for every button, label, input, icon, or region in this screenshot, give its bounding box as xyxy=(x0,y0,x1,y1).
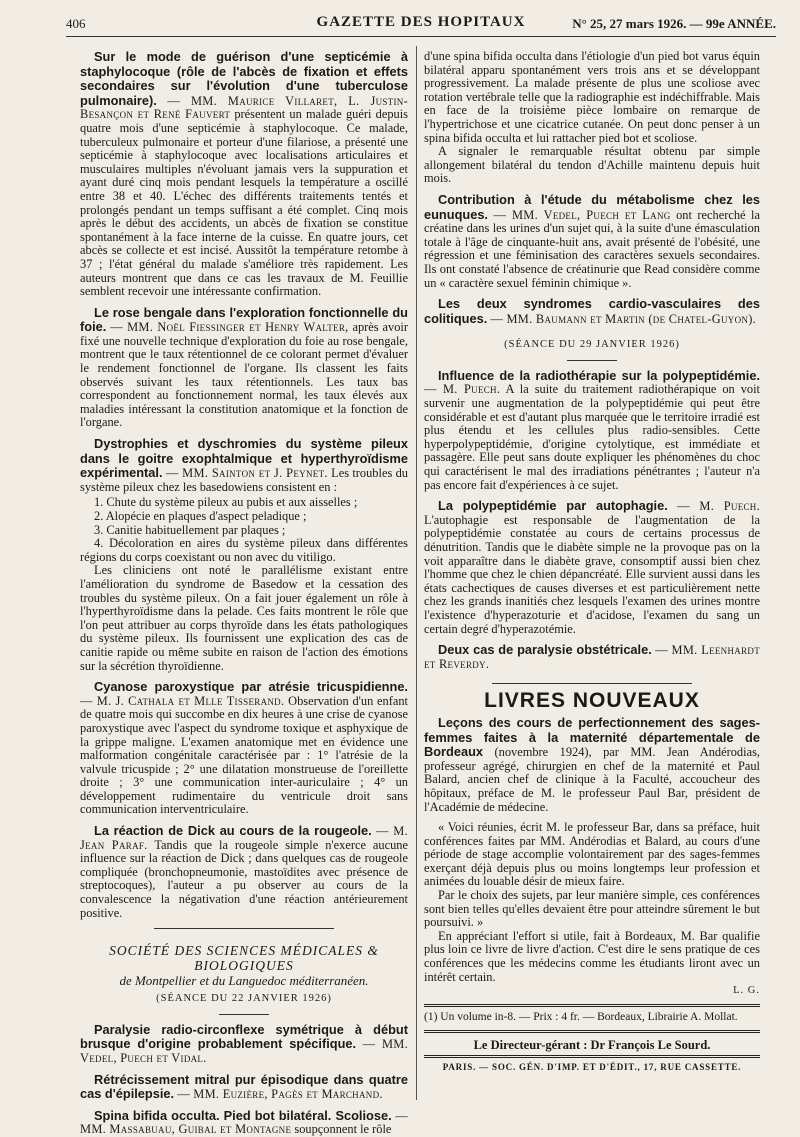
article-authors: — MM. Baumann et Martin (de Chatel-Guyon). xyxy=(490,311,757,326)
section-heading-livres: LIVRES NOUVEAUX xyxy=(484,689,700,713)
article-body: après avoir fixé une nouvelle technique d'exploration du foie au rose bengale, montrent que le taux rétentionnel de ce colorant permet d'évaluer le rendement fonctionnel de l'organe. Ils classent les faits observés suivant les taux rétentionnels. Les taux bas correspondent au fonctionnement normal, les taux élevés aux maladies intéressant la constitution anatomique et la fonction de l'organe. xyxy=(80,320,408,430)
book-commentary: En appréciant l'effort si utile, fait à Bordeaux, M. Bar qualifie plus loin ce livre de livre d'action. C'est dire le sens pratique de ces conférences que les médecins comme les étudiants liront avec un intérêt certain. xyxy=(424,928,760,984)
article-body: L'autophagie est responsable de l'augmentation de la polypeptidémie constatée au cours de certains processus de dénutrition. Tandis que le diabète simple ne la provoque pas on la voit apparaître dans le diabète grave, consomptif aussi bien chez l'homme que chez le chien dépancréaté. Elle survient aussi dans les états cachectiques de causes diverses et est particulièrement nette chez les grands inanitiés chez lesquels l'examen des urines montre l'existence d'hyperazoturie et d'acidose, l'examen du sang un certain degré d'hyperazotémie. xyxy=(424,512,760,636)
column-divider xyxy=(416,46,417,1100)
article-title: Paralysie radio-circonflexe symétrique à début brusque d'origine probablement spécifique. xyxy=(80,1021,408,1052)
article-authors: — MM. Euzière, Pagès et Marchand. xyxy=(177,1087,383,1102)
list-item: 2. Alopécie en plaques d'aspect peladique ; xyxy=(94,509,307,523)
section-rule xyxy=(492,683,692,684)
book-quote: « Voici réunies, écrit M. le professeur Bar, dans sa préface, huit conférences faites par MM. Andérodias et Balard, au cours d'une période de stage accomplie volontairement par des sages-femmes exerçant déjà depuis plus ou moins longtemps leur profession et animées du louable désir de mieux faire. xyxy=(424,820,760,889)
article-body: Tandis que la rougeole simple n'exerce aucune influence sur la réaction de Dick ; dans quelques cas de rougeole compliquée (bronchopneumonie, mastoïdites avec présence de streptocoques), l'auteur a pu observer au cours de la convalescence la négativation d'une réaction antérieurement positive. xyxy=(80,837,409,920)
article-rose-bengale xyxy=(80,306,408,430)
book-quote: Par le choix des sujets, par leur manière simple, ces conférences sont bien telles qu'elles devaient être pour atteindre sûrement le but poursuivi. » xyxy=(424,888,760,930)
short-rule xyxy=(219,1014,269,1015)
article-title: Rétrécissement mitral pur épisodique dans quatre cas d'épilepsie. xyxy=(80,1071,408,1102)
article-retrecissement xyxy=(80,1073,408,1102)
article-body: Les troubles du système pileux chez les basedowiens consistent en : xyxy=(80,466,408,494)
article-body: Observation d'un enfant de quatre mois qui succombe en dix heures à une crise de cyanose paroxystique avec l'aspect du syndrome toxique et asphyxique de la grippe maligne. L'examen anatomique met en évidence une malformation congénitale caractérisée par : 1° l'atrésie de la valvule tricuspide ; 2° une dilatation monstrueuse de l'oreillette droite ; 3° une communication inter-auriculaire ; 4° un développement rudimentaire du ventricule droit sans communication interventriculaire. xyxy=(80,693,408,817)
page-header xyxy=(66,14,776,37)
article-cyanose xyxy=(80,680,408,817)
article-title: La polypeptidémie par autophagie. xyxy=(438,498,668,514)
article-title: Dystrophies et dyschromies du système pileux dans le goitre exophtalmique et hyperthyroïdisme expérimental. xyxy=(80,436,408,481)
session-date: (SÉANCE DU 22 JANVIER 1926) xyxy=(156,993,332,1005)
society-heading xyxy=(80,943,408,988)
article-colitiques xyxy=(424,297,760,326)
list-item: 1. Chute du système pileux au pubis et aux aisselles ; xyxy=(94,495,358,510)
article-title: Spina bifida occulta. Pied bot bilatéral. Scoliose. xyxy=(94,1107,392,1123)
article-title: Cyanose paroxystique par atrésie tricuspidienne. xyxy=(94,679,408,695)
article-body: ont recherché la créatine dans les urines d'un sujet qui, à la suite d'une émasculation totale à l'âge de cinquante-huit ans, avait présenté de l'obésité, une régression et une féminisation des caractères sexuels secondaires. Ils ont constaté l'absence de créatinurie que Read considère comme un « caractère sexuel féminin chimique ». xyxy=(424,207,760,290)
list-item: 4. Décoloration en aires du système pileux dans différentes régions du corps coexistant ou non avec du vitiligo. xyxy=(80,536,408,564)
article-authors: — MM. Noël Fiessinger et Henry Walter, xyxy=(110,320,349,335)
footnote-rule xyxy=(424,1004,760,1007)
article-authors: — MM. Sainton et J. Peynet. xyxy=(165,466,328,481)
book-review xyxy=(424,716,760,814)
society-location: de Montpellier et du Languedoc méditerranéen. xyxy=(119,973,369,989)
article-authors: — M. Jean Paraf. xyxy=(80,824,408,852)
article-title: Sur le mode de guérison d'une septicémie à staphylocoque (rôle de l'abcès de fixation et effets secondaires sur l'évolution d'une tuberculose pulmonaire). xyxy=(80,49,408,108)
book-details: (novembre 1924), par MM. Jean Andérodias, professeur agrégé, chirurgien en chef de la maternité et Paul Balard, ancien chef de clinique à la Faculté, accoucheur des hôpitaux, préface de M. le professeur Paul Bar, président de l'Académie de médecine. xyxy=(424,745,760,814)
short-rule xyxy=(567,360,617,361)
article-authors: — MM. Massabuau, Guibal et Montagne xyxy=(80,1108,408,1137)
right-column xyxy=(424,50,760,1075)
footer-rule xyxy=(424,1030,760,1033)
article-septicemie xyxy=(80,50,408,299)
article-body: A la suite du traitement radiothérapique on voit survenir une augmentation de la polypeptidémie qui peut être considérable et est d'autant plus marquée que le territoire irradié est plus étendu et les cellules plus radio-sensibles. Cette hyperpolypeptidémie, d'origine cytolytique, est immédiate et passagère. Elle peut sans doute expliquer les phénomènes du choc qui caractérisent le mal des irradiations pénétrantes ; l'auteur n'a pas encore fait d'expériences à ce sujet. xyxy=(424,382,760,492)
article-authors: — MM. Vedel, Puech et Vidal. xyxy=(80,1037,408,1065)
article-paralysie-obstetricale xyxy=(424,643,760,671)
symptom-list xyxy=(80,496,408,564)
article-title: Deux cas de paralysie obstétricale. xyxy=(438,642,652,658)
article-body: d'une spina bifida occulta dans l'étiologie d'un pied bot varus équin bilatéral apparu spontanément vers trois ans et se développant progressivement. La malade présente de plus une scoliose avec rotation vertébrale telle que la radiographie est indéchiffrable. Mais en face de la troisième pièce lombaire on remarque de l'hypertrichose et une cicatrice cutanée. On peut donc penser à un spina bifida occulta et lui rattacher pied bot et scoliose. xyxy=(424,49,760,145)
journal-title: GAZETTE DES HOPITAUX xyxy=(316,14,526,30)
article-autophagie xyxy=(424,499,760,636)
article-authors: — MM. Maurice Villaret, L. Justin-Besançon et René Fauvert xyxy=(80,93,408,122)
article-body: présentent un malade guéri depuis quatre mois d'une septicémie à staphylocoque. Ce malade, tuberculeux pulmonaire et porteur d'une filariose, a présenté une septicémie à staphylocoque avec localisations articulaires et musculaires multiples n'évoluant jamais vers la suppuration et ayant duré cinq mois pendant lesquels la température a oscillé entre 38 et 40. L'échec des différents traitements tentés et prolongés pendant un temps suffisant a été complet. Cinq mois après le début des accidents, un abcès de fixation se constitue spontanément à la face interne de la cuisse. En quatre jours, cet abcès se collecte et est incisé. Aussitôt la température retombe à 37 ; l'état général du malade s'améliore très rapidement. Les auteurs montrent que dans ce cas les travaux de M. Feuillie semblent recevoir une intéressante confirmation. xyxy=(80,107,408,299)
issue-info: N° 25, 27 mars 1926. — 99e ANNÉE. xyxy=(572,16,776,31)
article-title: Les deux syndromes cardio-vasculaires des colitiques. xyxy=(424,296,760,326)
article-body: soupçonnent le rôle xyxy=(294,1122,392,1137)
page-number: 406 xyxy=(66,16,86,31)
article-authors: — M. Puech. xyxy=(424,382,501,397)
article-eunuques xyxy=(424,193,760,290)
footnote: (1) Un volume in-8. — Prix : 4 fr. — Bordeaux, Librairie A. Mollat. xyxy=(424,1010,738,1023)
footer-rule xyxy=(424,1055,760,1058)
left-column xyxy=(80,50,408,1137)
article-authors: — M. Puech. xyxy=(677,499,760,514)
list-item: 3. Canitie habituellement par plaques ; xyxy=(94,522,286,537)
article-title: Influence de la radiothérapie sur la polypeptidémie. xyxy=(438,367,760,383)
session-date: (SÉANCE DU 29 JANVIER 1926) xyxy=(504,339,680,351)
article-authors: — M. J. Cathala et Mlle Tisserand. xyxy=(80,693,285,708)
article-title: La réaction de Dick au cours de la rougeole. xyxy=(94,823,372,839)
article-spina-bifida xyxy=(80,1109,408,1137)
article-authors: — MM. Leenhardt et Reverdy. xyxy=(424,643,760,671)
review-signature: L. G. xyxy=(733,985,760,997)
society-name: SOCIÉTÉ DES SCIENCES MÉDICALES & BIOLOGIQUES xyxy=(109,943,379,974)
article-dick xyxy=(80,824,408,920)
article-radiotherapie xyxy=(424,369,760,492)
article-title: Contribution à l'étude du métabolisme chez les eunuques. xyxy=(424,191,760,222)
article-paralysie xyxy=(80,1023,408,1066)
article-title: Le rose bengale dans l'exploration fonctionnelle du foie. xyxy=(80,304,408,335)
article-body: A signaler le remarquable résultat obtenu par simple allongement bilatéral du tendon d'Achille maintenu depuis huit mois. xyxy=(424,144,760,186)
director-line: Le Directeur-gérant : Dr François Le Sourd. xyxy=(473,1037,711,1052)
article-body: Les cliniciens ont noté le parallélisme existant entre l'amélioration du syndrome de Basedow et la cessation des troubles du système pileux. On a fait jouer également un rôle à l'hyperthyroïdisme dans la pelade. Ces faits montrent le rôle que l'on peut attribuer au corps thyroïde dans les états pathologiques du système pileux. Ils fournissent une explication des cas de canitie rapide ou même subite en raison de l'action des émotions sur la sécrétion thyroïdienne. xyxy=(80,563,408,673)
section-rule xyxy=(154,928,334,929)
printer-line: PARIS. — SOC. GÉN. D'IMP. ET D'ÉDIT., 17, RUE CASSETTE. xyxy=(442,1062,742,1073)
article-authors: — MM. Vedel, Puech et Lang xyxy=(493,207,671,222)
article-dystrophies xyxy=(80,437,408,494)
book-title: Leçons des cours de perfectionnement des sages-femmes faites à la maternité départementale de Bordeaux xyxy=(424,714,760,760)
